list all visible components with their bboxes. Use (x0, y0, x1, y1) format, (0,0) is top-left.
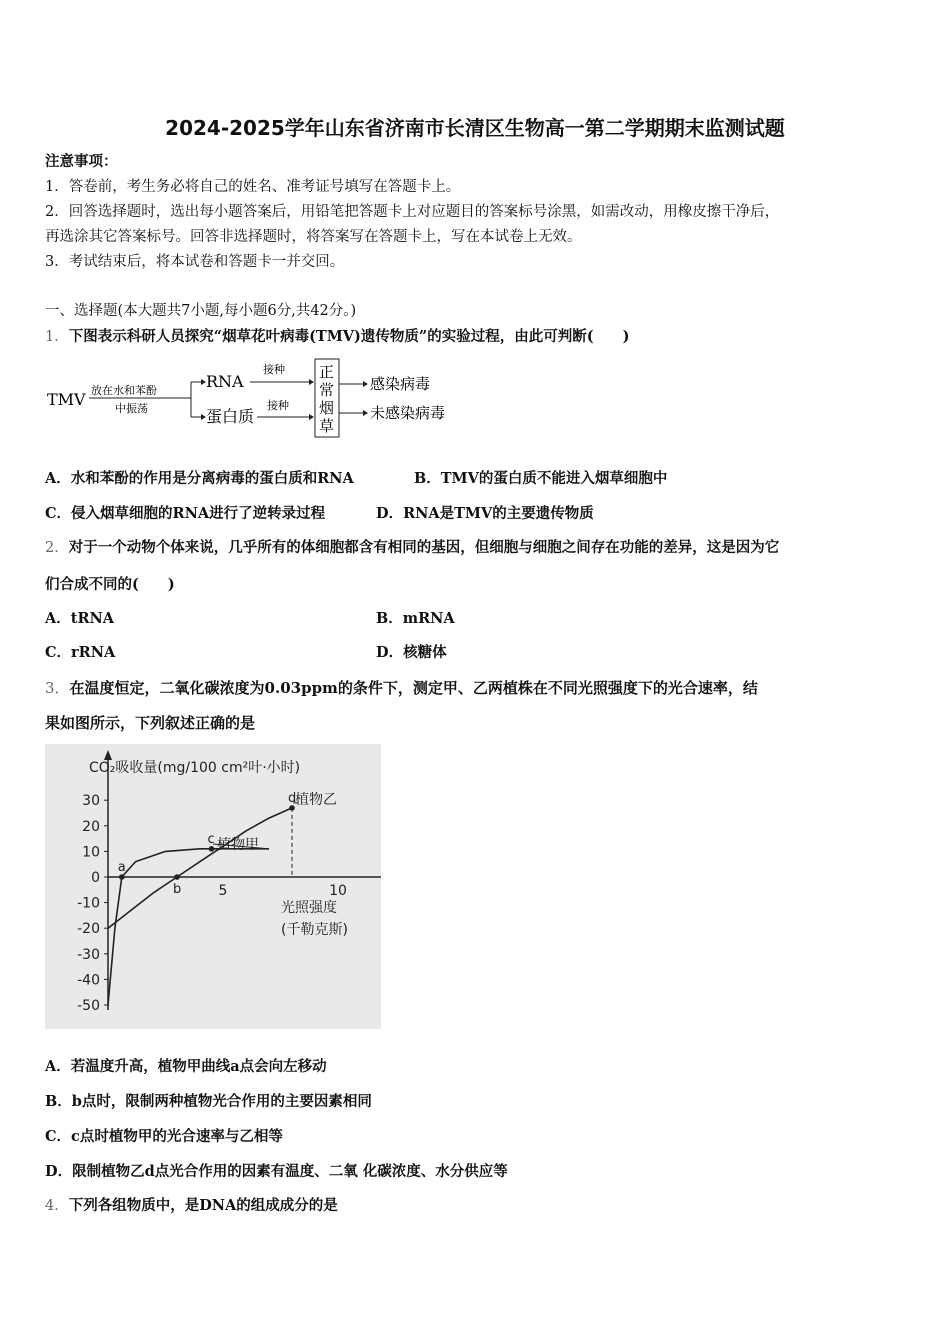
option-c: C．rRNA (45, 644, 116, 661)
x-tick-label: 5 (218, 883, 228, 899)
y-axis-label: CO₂吸收量(mg/100 cm²叶·小时) (89, 760, 301, 776)
page-title: 2024-2025学年山东省济南市长清区生物高一第二学期期末监测试题 (165, 116, 785, 140)
notice-item: 再选涂其它答案标号。回答非选择题时，将答案写在答题卡上，写在本试卷上无效。 (45, 229, 582, 245)
option-b: B．TMV的蛋白质不能进入烟草细胞中 (414, 470, 668, 487)
notice-item: 1．答卷前，考生务必将自己的姓名、准考证号填写在答题卡上。 (45, 179, 461, 195)
notice-item: 3．考试结束后，将本试卷和答题卡一并交回。 (45, 254, 345, 270)
question-4 (45, 1196, 338, 1216)
y-tick-label: 10 (82, 844, 100, 861)
notice-item: 2．回答选择题时，选出每小题答案后，用铅笔把答题卡上对应题目的答案标号涂黑，如需改动，用橡皮擦干净后， (45, 204, 780, 220)
option-a: A．若温度升高，植物甲曲线a点会向左移动 (45, 1058, 327, 1075)
y-axis-arrow (104, 750, 112, 760)
x-tick-label: 10 (329, 883, 347, 899)
question-stem: 在温度恒定，二氧化碳浓度为0.03ppm的条件下，测定甲、乙两植株在不同光照强度下的光合速率，结 (69, 679, 758, 697)
point-d (289, 805, 295, 811)
arrow-head (363, 381, 368, 387)
option-d: D．核糖体 (376, 644, 447, 661)
x-axis-label: 光照强度 (281, 900, 337, 916)
box-char: 烟 (319, 399, 335, 417)
option-d: D．限制植物乙d点光合作用的因素有温度、二氧 化碳浓度、水分供应等 (45, 1163, 508, 1180)
y-tick-label: 0 (91, 870, 100, 886)
series-label-jia: 植物甲 (217, 837, 259, 853)
inoculate-label: 接种 (267, 399, 289, 412)
result-infected: 感染病毒 (370, 375, 431, 393)
point-label-a: a (117, 860, 126, 875)
result-not-infected: 未感染病毒 (370, 404, 446, 422)
arrow-head (309, 379, 314, 385)
question-stem: 对于一个动物个体来说，几乎所有的体细胞都含有相同的基因，但细胞与细胞之间存在功能的差异，这是因为它 (68, 539, 780, 556)
y-tick-label: -20 (77, 921, 100, 938)
option-a: A．水和苯酚的作用是分离病毒的蛋白质和RNA (45, 470, 354, 487)
question-1 (45, 327, 629, 347)
photosynthesis-chart (45, 744, 381, 1029)
question-2 (45, 538, 779, 558)
rna-label: RNA (206, 372, 244, 391)
question-number: 1． (45, 329, 69, 345)
arrow-head (309, 414, 314, 420)
box-char: 草 (319, 417, 335, 435)
x-axis-unit: (千勒克斯) (281, 922, 348, 938)
arrow-head (363, 410, 368, 416)
option-b: B．b点时，限制两种植物光合作用的主要因素相同 (45, 1093, 372, 1110)
point-a (119, 874, 125, 880)
question-number: 3． (45, 679, 70, 697)
box-char: 正 (319, 363, 335, 381)
notice-heading: 注意事项： (45, 153, 118, 170)
question-3 (45, 678, 758, 698)
option-a: A．tRNA (45, 610, 115, 627)
question-stem: 下列各组物质中，是DNA的组成成分的是 (68, 1197, 338, 1214)
protein-label: 蛋白质 (206, 407, 255, 426)
point-label-b: b (173, 882, 182, 897)
y-tick-label: -40 (77, 972, 100, 989)
treatment-bottom-label: 中振荡 (115, 402, 148, 415)
series-label-yi: 植物乙 (295, 792, 337, 808)
point-label-d: d (288, 790, 297, 806)
option-d: D．RNA是TMV的主要遗传物质 (376, 505, 594, 522)
inoculate-label: 接种 (263, 363, 285, 376)
question-number: 4． (45, 1198, 69, 1214)
treatment-top-label: 放在水和苯酚 (91, 384, 157, 397)
y-tick-label: -10 (77, 895, 100, 912)
point-b (174, 874, 180, 880)
point-c (209, 846, 215, 852)
section-heading: 一、选择题(本大题共7小题,每小题6分,共42分。) (45, 303, 357, 319)
question-number: 2． (45, 540, 69, 556)
tmv-label: TMV (47, 390, 86, 409)
question-stem-cont: 们合成不同的( ) (45, 576, 175, 593)
y-tick-label: -30 (77, 946, 100, 963)
option-b: B．mRNA (376, 610, 455, 627)
option-c: C．c点时植物甲的光合速率与乙相等 (45, 1128, 283, 1145)
y-tick-label: 30 (82, 793, 100, 810)
question-stem: 下图表示科研人员探究“烟草花叶病毒(TMV)遗传物质”的实验过程，由此可判断( ) (68, 328, 630, 345)
box-char: 常 (319, 381, 335, 399)
point-label-c: c (207, 831, 215, 847)
y-tick-label: 20 (82, 818, 100, 835)
y-tick-label: -50 (77, 998, 100, 1014)
tmv-experiment-diagram (45, 357, 475, 439)
question-stem-cont: 果如图所示，下列叙述正确的是 (45, 714, 256, 732)
series-line-yi (108, 808, 292, 928)
series-line-jia (108, 849, 269, 1005)
option-c: C．侵入烟草细胞的RNA进行了逆转录过程 (45, 505, 326, 522)
